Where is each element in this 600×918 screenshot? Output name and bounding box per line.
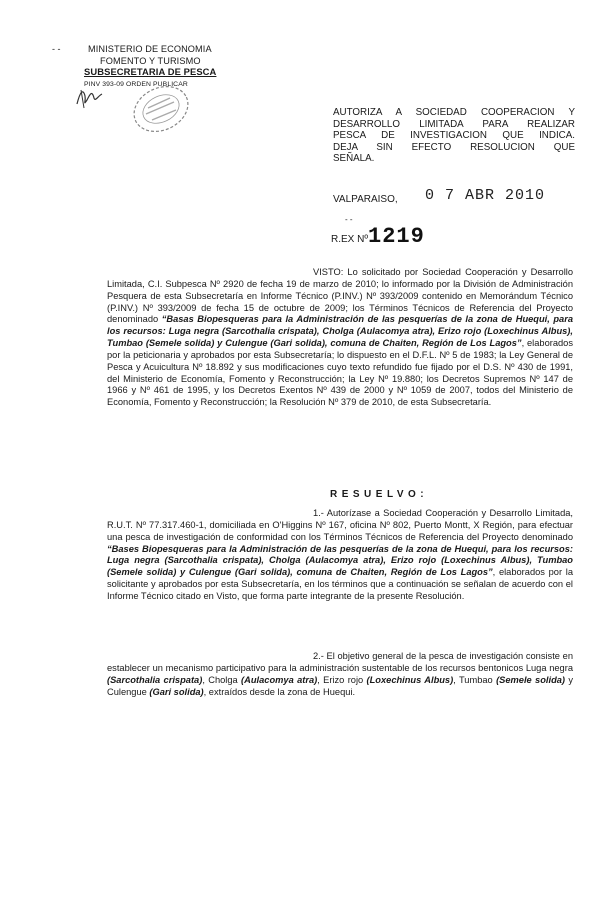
margin-dashes: - -: [52, 44, 61, 54]
ministry-line-2: FOMENTO Y TURISMO: [100, 56, 201, 66]
article-2-sep: , Cholga: [202, 674, 242, 685]
species-name: (Sarcothalia crispata): [107, 674, 203, 685]
resolution-title: [333, 107, 575, 165]
visto-project-name: “Basas Biopesqueras para la Administración de las pesquerías de la zona de Huequi, para los recursos: Luga negra (Sarcothalia crispata), Cholga (Aulacomya atra), Erizo rojo (Loxechinus Albus), Tumbao (Semele solida) y Culengue (Gari solida), comuna de Chaiten, Región de Los Lagos”: [107, 314, 573, 349]
article-1: [107, 508, 573, 603]
subsecretaria-line: SUBSECRETARIA DE PESCA: [84, 66, 217, 77]
title-line: SEÑALA.: [333, 153, 375, 164]
date-label: VALPARAISO,: [333, 194, 398, 205]
rex-number: 1219: [368, 224, 425, 249]
article-2-sep: , Erizo rojo: [317, 674, 367, 685]
visto-text: VISTO: Lo solicitado por Sociedad Cooperación y Desarrollo Limitada, C.I. Subpesca Nº 2920 de fecha 19 de marzo de 2010; lo informado por la División de Administración Pesquera de esta Subsecretaría en Informe Técnico (P.INV.) Nº 393/2009 contenido en Memorándum Técnico (P.INV.) Nº 393/2009 de fecha 15 de octubre de 2009; los Términos Técnicos de Referencia del Proyecto denominado: [107, 267, 573, 325]
species-name: (Semele solida): [496, 674, 566, 685]
ministry-line: MINISTERIO DE ECONOMIA: [88, 44, 212, 54]
article-1-text: 1.- Autorízase a Sociedad Cooperación y Desarrollo Limitada, R.U.T. Nº 77.317.460-1, domiciliada en O'Higgins Nº 167, oficina Nº 802, Puerto Montt, X Región, para efectuar una pesca de investigación de conformidad con los Términos Técnicos de Referencia del Proyecto denominado: [107, 508, 573, 542]
title-line: DESARROLLO LIMITADA PARA REALIZAR: [333, 118, 575, 130]
article-1-project-name: “Bases Biopesqueras para la Administración de las pesquerías de la zona de Huequi, para los recursos: Luga negra (Sarcothalia crispata), Cholga (Aulacomya atra), Erizo rojo (Loxechinus Albus), Tumbao (Semele solida) y Culengue (Gari solida), comuna de Chaiten, Región de Los Lagos”: [107, 543, 573, 578]
article-2-sep: , Tumbao: [453, 674, 497, 685]
title-line: DEJA SIN EFECTO RESOLUCION QUE: [333, 141, 575, 153]
rex-label: R.EX Nº: [331, 234, 368, 245]
article-2-sep: y Culengue: [107, 674, 574, 697]
handwritten-signature: [74, 82, 108, 110]
title-line: PESCA DE INVESTIGACION QUE INDICA.: [333, 130, 575, 141]
reference-line: PINV 393-09 ORDEN PUBLICAR: [84, 81, 188, 88]
species-name: (Gari solida): [149, 686, 204, 697]
rex-tick: - -: [345, 215, 353, 224]
species-name: (Loxechinus Albus): [366, 674, 454, 685]
article-1-text-2: , elaborados por la solicitante y aprobados por esta Subsecretaría, en los términos que a continuación se señalan de acuerdo con el Informe Técnico citado en Visto, que forma parte integrante de la presente Resolución.: [107, 567, 573, 601]
article-2: [107, 651, 573, 698]
visto-paragraph: [107, 267, 573, 409]
official-stamp: [130, 84, 192, 134]
species-name: (Aulacomya atra): [241, 674, 318, 685]
title-line: AUTORIZA A SOCIEDAD COOPERACION Y: [333, 107, 575, 118]
date-stamp: 0 7 ABR 2010: [425, 187, 546, 204]
visto-text-2: , elaborados por la peticionaria y aprobados por esta Subsecretaría; lo dispuesto en el D.F.L. Nº 5 de 1983; la Ley General de Pesca y Acuicultura Nº 18.892 y sus modificaciones cuyo texto refundido fue fijado por el D.S. Nº 430 de 1991, del Ministerio de Economía, Fomento y Reconstrucción; la Ley Nº 19.880; los Decretos Supremos Nº 147 de 1966 y Nº 461 de 1995, y los Decretos Exentos Nº 439 de 2000 y Nº 1059 de 2007, todos del Ministerio de Economía, Fomento y Reconstrucción; la Resolución Nº 379 de 2010, de esta Subsecretaría.: [107, 338, 574, 408]
resuelvo-heading: RESUELVO:: [330, 489, 429, 500]
article-2-end: , extraídos desde la zona de Huequi.: [203, 686, 356, 697]
article-2-text: 2.- El objetivo general de la pesca de investigación consiste en establecer un mecanismo participativo para la administración sustentable de los recursos bentonicos Luga negra: [107, 651, 573, 673]
